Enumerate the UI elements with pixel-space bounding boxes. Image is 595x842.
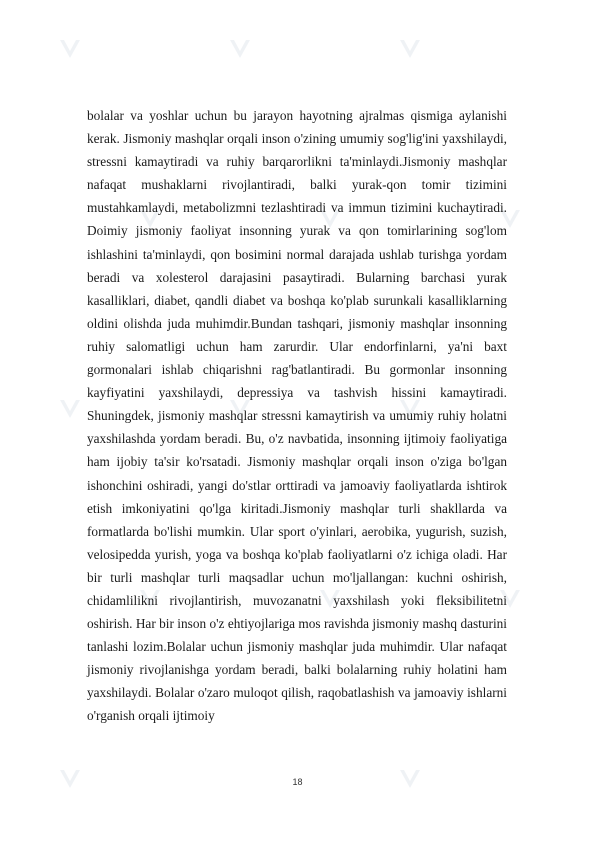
body-text-block [87,104,507,728]
body-paragraph: bolalar va yoshlar uchun bu jarayon hayotning ajralmas qismiga aylanishi kerak. Jismoniy mashqlar orqali inson o'zining umumiy sog'lig'ini yaxshilaydi, stressni kamaytiradi va ruhiy barqarorlikni ta'minlaydi.Jismoniy mashqlar nafaqat mushaklarni rivojlantiradi, balki yurak-qon tomir tizimini mustahkamlaydi, metabolizmni tezlashtiradi va immun tizimini kuchaytiradi. Doimiy jismoniy faoliyat insonning yurak va qon tomirlarining sog'lom ishlashini ta'minlaydi, qon bosimini normal darajada ushlab turishga yordam beradi va xolesterol darajasini pasaytiradi. Bularning barchasi yurak kasalliklari, diabet, qandli diabet va boshqa ko'plab surunkali kasalliklarning oldini olishda juda muhimdir.Bundan tashqari, jismoniy mashqlar insonning ruhiy salomatligi uchun ham zarurdir. Ular endorfinlarni, ya'ni baxt gormonalari ishlab chiqarishni rag'batlantiradi. Bu gormonlar insonning kayfiyatini yaxshilaydi, depressiya va tashvish hissini kamaytiradi. Shuningdek, jismoniy mashqlar stressni kamaytirish va umumiy ruhiy holatni yaxshilashda yordam beradi. Bu, o'z navbatida, insonning ijtimoiy faoliyatiga ham ijobiy ta'sir ko'rsatadi. Jismoniy mashqlar orqali inson o'ziga bo'lgan ishonchini oshiradi, yangi do'stlar orttiradi va jamoaviy faoliyatlarda ishtirok etish imkoniyatini qo'lga kiritadi.Jismoniy mashqlar turli shakllarda va formatlarda bo'lishi mumkin. Ular sport o'yinlari, aerobika, yugurish, suzish, velosipedda yurish, yoga va boshqa ko'plab faoliyatlarni o'z ichiga oladi. Har bir turli mashqlar turli maqsadlar uchun mo'ljallangan: kuchni oshirish, chidamlilikni rivojlantirish, muvozanatni yaxshilash yoki fleksibilitetni oshirish. Har bir inson o'z ehtiyojlariga mos ravishda jismoniy mashq dasturini tanlashi lozim.Bolalar uchun jismoniy mashqlar juda muhimdir. Ular nafaqat jismoniy rivojlanishga yordam beradi, balki bolalarning ruhiy holatini ham yaxshilaydi. Bolalar o'zaro muloqot qilish, raqobatlashish va jamoaviy ishlarni o'rganish orqali ijtimoiy [87,108,507,724]
page-number: 18 [292,777,303,787]
